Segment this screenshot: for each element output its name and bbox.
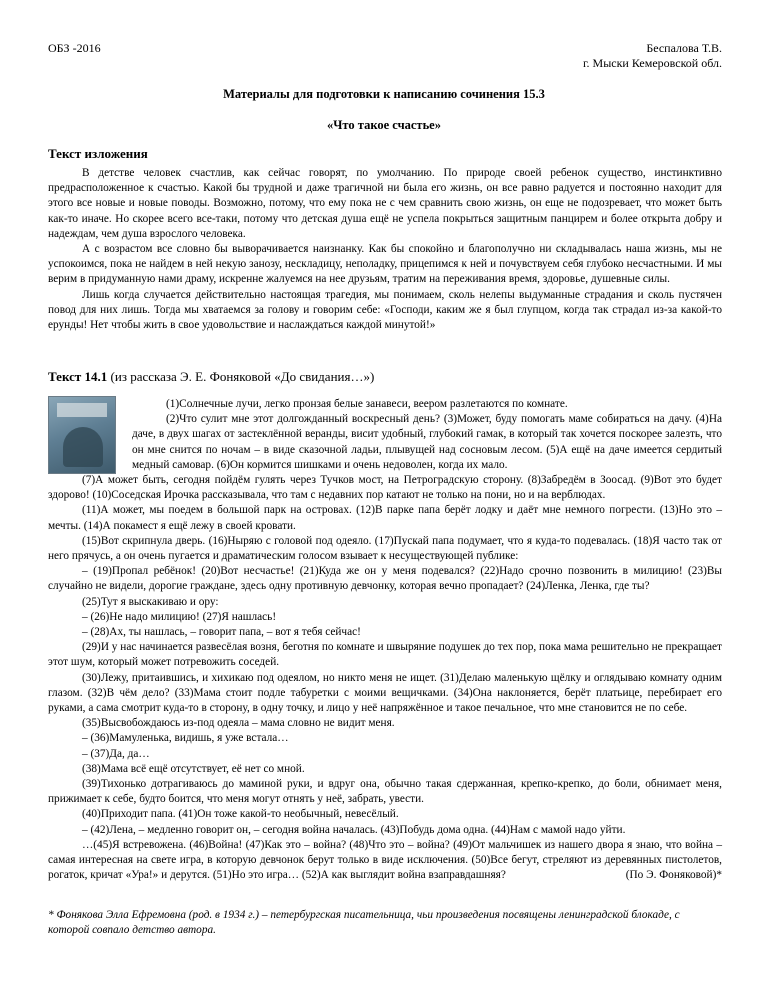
author-location: г. Мыски Кемеровской обл. xyxy=(582,56,722,70)
paragraph: (1)Солнечные лучи, легко пронзая белые занавеси, веером разлетаются по комнате. xyxy=(166,398,568,410)
paragraph: – (37)Да, да… xyxy=(82,747,150,760)
paragraph: – (26)Не надо милицию! (27)Я нашлась! xyxy=(82,610,277,623)
paragraph: (29)И у нас начинается развесёлая возня, беготня по комнате и швыряние подушек до тех пор, пока мама решительно не прекращает этот шум, который может потревожить соседей. xyxy=(48,641,722,669)
paragraph: (35)Высвобождаюсь из-под одеяла – мама словно не видит меня. xyxy=(82,717,395,730)
paragraph: (15)Вот скрипнула дверь. (16)Ныряю с головой под одеяло. (17)Пускай папа подумает, что я куда-то подевалась. (18)Я часто так от него прячусь, а он очень пугается и драматическим голосом взывает к несуществующей публике: xyxy=(48,534,722,563)
paragraph: (2)Что сулит мне этот долгожданный воскресный день? (3)Может, буду помогать маме собираться на дачу. (4)На даче, в двух шагах от застеклённой веранды, висит удобный, глубокий гамак, в который так хочется поскорее залезть, что он мне снится по ночам – в виде сказочной ладьи, плывущей над сосновым лесом. (5)А ещё на даче имеется сердитый медный самовар. (6)Он кормится шишками и очень недоволен, когда их мало. xyxy=(132,413,722,471)
paragraph: (30)Лежу, притаившись, и хихикаю под одеялом, но никто меня не ищет. (31)Делаю маленькую щёлку и оглядываю комнату одним глазом. (32)В чём дело? (33)Мама стоит подле табуретки с моими вещичками. (34)Она наклоняется, берёт платьице, перебирает его руками, а сама смотрит куда-то в сторону, в одну точку, и лицо у неё напряжённое и такое печальное, что мне становится не по себе. xyxy=(48,671,722,715)
paragraph: (7)А может быть, сегодня пойдём гулять через Тучков мост, на Петроградскую сторону. (8)Забредём в Зоосад. (9)Вот это будет здорово! (10)Соседская Ирочка рассказывала, что там с недавних пор катают не только на пони, но и на верблюдах. xyxy=(48,474,722,502)
indented-block xyxy=(48,397,722,473)
paragraph: (38)Мама всё ещё отсутствует, её нет со мной. xyxy=(82,762,305,775)
paragraph-text: …(45)Я встревожена. (46)Война! (47)Как это – война? (48)Что это – война? (49)От мальчишек из нашего двора я знаю, что война – самая интересная на свете игра, в которую девчонок берут только в виде исключения. (50)Все бегут, стреляют из деревянных пистолетов, рогаток, кричат «Ура!» и дерутся. (51)Но это игра… (52)А как выглядит война взаправдашняя? xyxy=(48,838,722,882)
text14-label: Текст 14.1 xyxy=(48,369,108,384)
header-right xyxy=(583,41,722,71)
header-left: ОБЗ -2016 xyxy=(48,41,101,55)
text14-body xyxy=(48,397,722,884)
document-title: Материалы для подготовки к написанию сочинения 15.3 xyxy=(223,87,545,101)
paragraph: А с возрастом все словно бы выворачивается наизнанку. Как бы спокойно и благополучно ни складывалась наша жизнь, мы не успокоимся, пока не найдем в ней некую занозу, нескладицу, неполадку, прицепимся к ней и почувствуем себя глубоко несчастными. И мы верим в придуманную нами драму, искренне жалуемся на нее друзьям, тратим на переживания время, здоровье, душевные силы. xyxy=(48,243,722,286)
document-subtitle: «Что такое счастье» xyxy=(327,118,441,132)
paragraph: Лишь когда случается действительно настоящая трагедия, мы понимаем, сколь нелепы выдуманные страдания и сколь пустячен повод для них лишь. Тогда мы хватаемся за голову и говорим себе: «Господи, каким же я был глупцом, когда так страдал из-за какой-то ерунды! Нет чтобы жить в свое удовольствие и наслаждаться каждой минутой!» xyxy=(48,288,722,332)
paragraph: В детстве человек счастлив, как сейчас говорят, по умолчанию. По природе своей ребенок существо, инстинктивно предрасположенное к счастью. Какой бы трудной и даже трагичной ни была его жизнь, он все равно радуется и постоянно находит для этого все новые и новые поводы. Возможно, потому, что ему пока не с чем сравнить свою жизнь, он еще не подозревает, что может быть как-то иначе. Но скорее всего все-таки, потому что детская душа ещё не успела покрыться защитным панцирем и более открыта добру и надеждам, чем душа взрослого человека. xyxy=(48,167,722,240)
section-heading: Текст изложения xyxy=(48,146,148,161)
paragraph: – (42)Лена, – медленно говорит он, – сегодня война началась. (43)Побудь дома одна. (44)Нам с мамой надо уйти. xyxy=(82,823,626,836)
author-name: Беспалова Т.В. xyxy=(646,41,722,55)
paragraph: (25)Тут я выскакиваю и ору: xyxy=(82,595,219,608)
footnote: * Фонякова Элла Ефремовна (род. в 1934 г.) – петербургская писательница, чьи произведения посвящены ленинградской блокаде, с которой совпало детство автора. xyxy=(48,909,680,937)
last-paragraph xyxy=(48,838,722,884)
paragraph: (40)Приходит папа. (41)Он тоже какой-то необычный, невесёлый. xyxy=(82,808,399,821)
paragraph: – (36)Мамуленька, видишь, я уже встала… xyxy=(82,732,289,745)
text14-heading xyxy=(48,369,374,385)
paragraph: (39)Тихонько дотрагиваюсь до маминой руки, и вдруг она, обычно такая сдержанная, крепко-крепко, до боли, обнимает меня, прижимает к себе, будто боится, что меня могут отнять у неё, забрать, увести. xyxy=(48,778,722,806)
text14-source: (из рассказа Э. Е. Фоняковой «До свидания…») xyxy=(107,369,375,384)
paragraph: (11)А может, мы поедем в большой парк на островах. (12)В парке папа берёт лодку и даёт мне немного погрести. (13)Но это – мечты. (14)А покамест я ещё лежу в своей кровати. xyxy=(48,504,722,532)
paragraph: – (28)Ах, ты нашлась, – говорит папа, – вот я тебя сейчас! xyxy=(82,626,361,639)
paragraph: – (19)Пропал ребёнок! (20)Вот несчастье! (21)Куда же он у меня подевался? (22)Надо срочно позвонить в милицию! (23)Вы случайно не видели, дорогие граждане, здесь одну противную девчонку, которая вечно пропадает? (24)Ленка, Ленка, где ты? xyxy=(48,565,722,593)
section1-body xyxy=(48,166,722,333)
source-signature: (По Э. Фоняковой)* xyxy=(625,869,722,882)
